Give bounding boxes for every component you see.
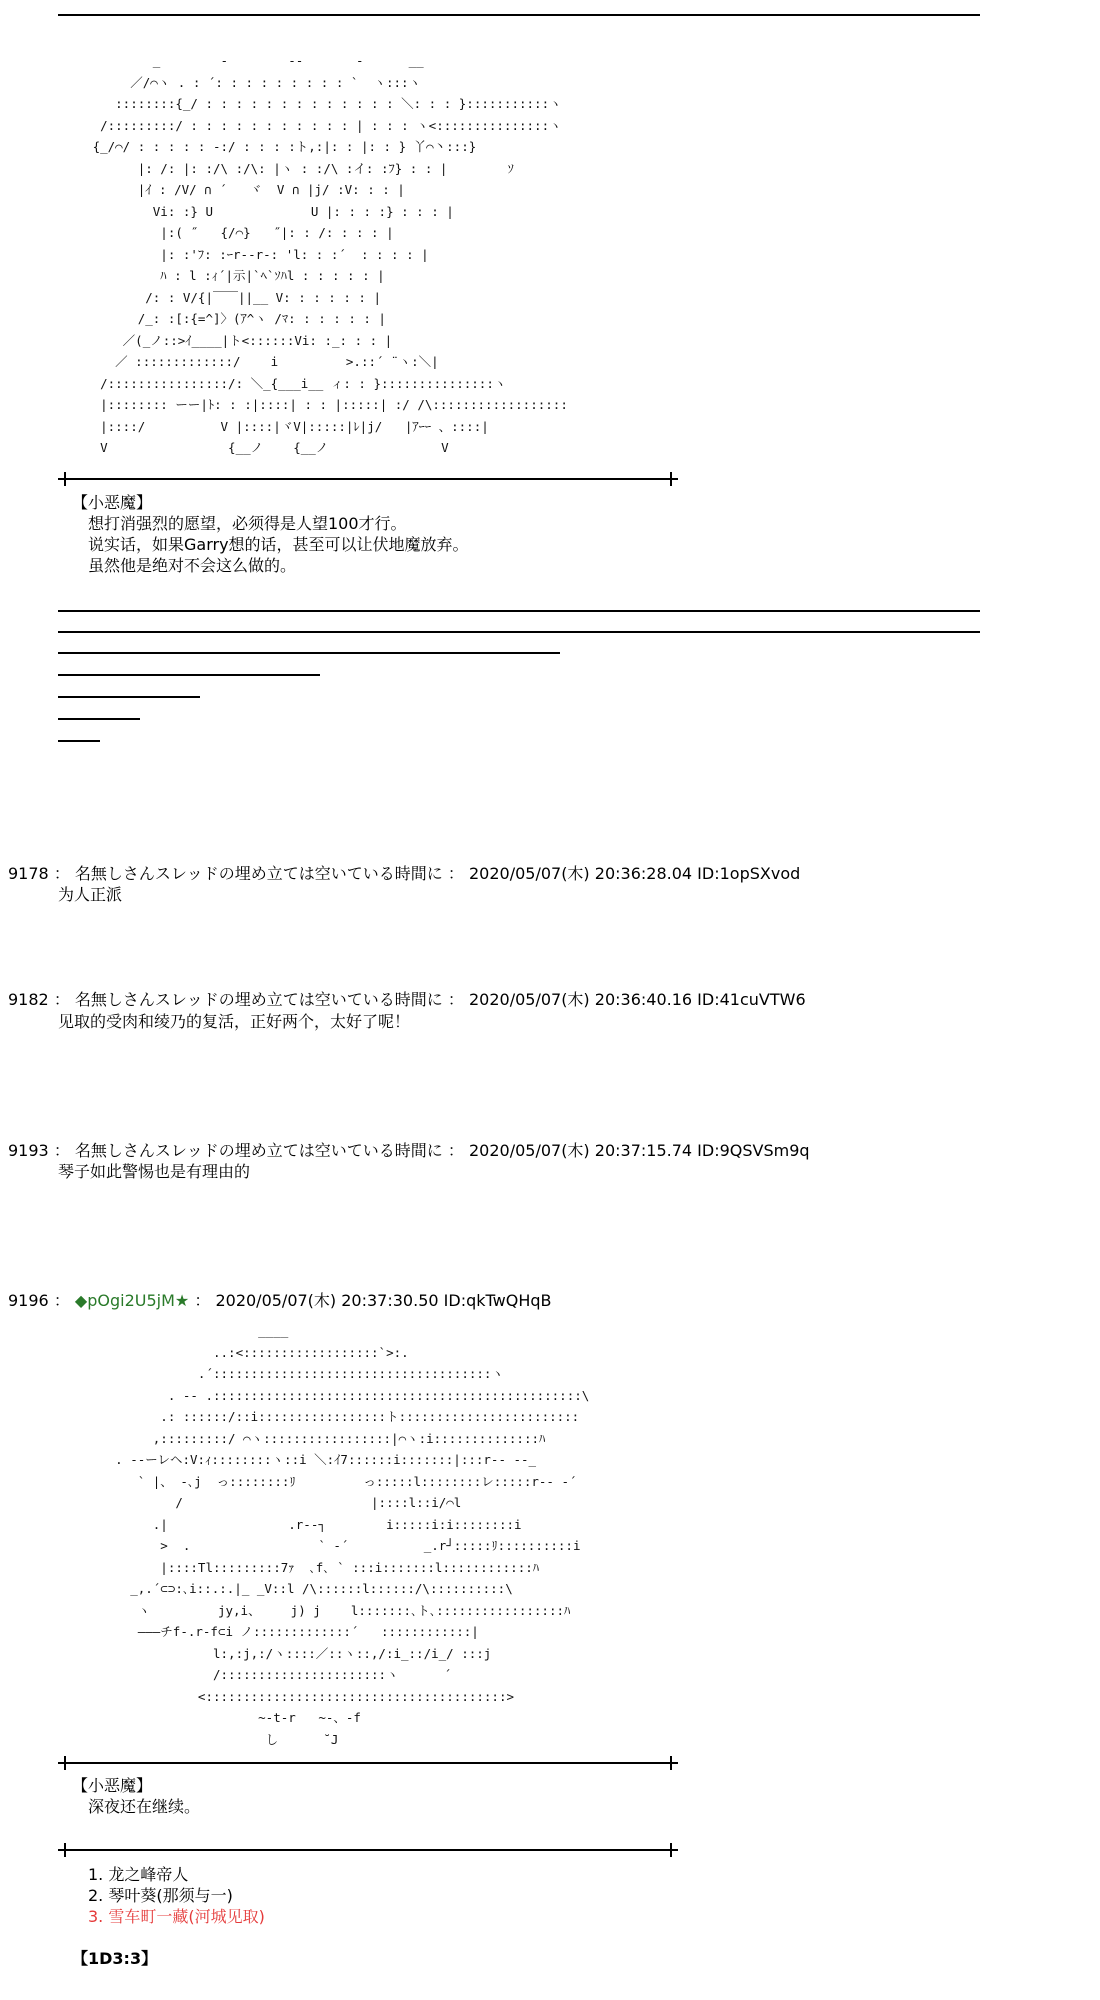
post-number[interactable]: 9178 (8, 864, 49, 883)
decorative-rule (58, 696, 200, 698)
choices-box-rule (58, 1849, 678, 1851)
post-number[interactable]: 9196 (8, 1291, 49, 1310)
poster-name: 名無しさんスレッドの埋め立ては空いている時間に (74, 990, 443, 1009)
dialogue-line: 想打消强烈的愿望，必须得是人望100才行。 (88, 514, 407, 533)
dialogue-line: 深夜还在继续。 (88, 1797, 201, 1816)
ascii-art-top: _ - -- - __ ／/⌒ヽ . : ´: : : : : : : : : ` ヽ:::ヽ ::::::::{_/ : : : : : : : : : : : : : ＼: : : }:::::::::::ヽ /:::::::::/ : : : : : : : : : : : | : : : ヽ<:::::::::::::::ヽ {_/⌒/ : : : : : -:/ : : : :ト,:|: : |: : } 丫⌒丶:::} |: /: |: :/\ :/\: |ヽ : :/\ :イ: :ﾌ} : : | ｿ |ｲ : /V/ ∩ ´ ヾ V ∩ |j/ :V: : : | Vi: :} U U |: : : :} : : : | |:( ˝ {/⌒} ˝|: : /: : : : | |: :'ﾌ: :ｰr--r-: 'l: : :´ : : : : | ﾊ : l :ｨ´|示|`ﾍ`ｿﾊl : : : : : | /: : V/{|￣￣||__ V: : : : : : | /_: :[:{=^]〉(ｱ^ヽ /ﾏ: : : : : : | ／(_ノ::>ｲ____|ト<::::::Vi: :_: : : | ／ :::::::::::::/ i >.::´ ¨ヽ:＼| /::::::::::::::::/: ＼_{___i__ ィ: : }:::::::::::::::ヽ |:::::::: ーー|ﾄ: : :|::::| : : |:::::| :/ /\:::::::::::::::::: |::::/ V |::::|ヾV|:::::|ﾚ|j/ |ｱｰｰ 、::::| V {__ノ {__ノ V (92, 53, 568, 455)
dialogue-box-rule (58, 478, 678, 480)
poster-id: ID:41cuVTW6 (697, 990, 806, 1009)
choice-item: 2. 琴叶葵(那须与一) (88, 1886, 233, 1905)
ascii-art-bottom: ____ ..:<::::::::::::::::::`>:. .´:::::::::::::::::::::::::::::::::::::ヽ . -‐ .:::::::::::::::::::::::::::::::::::::::::::::::::\ .: ::::::/::i:::::::::::::::::ト:::::::::::::::::::::::: ,:::::::::/ ⌒ヽ:::::::::::::::::|⌒ヽ:i::::::::::::::ﾊ . -‐ーレヘ:V:ｨ::::::::ヽ::i ＼:ｲ7::::::i:::::::|:::r‐‐ ‐-_ ` |、 ‐､j っ::::::::ﾘ っ:::::l::::::::レ:::::r‐‐ ‐´ / |::::l::i/⌒l .| .r‐‐┐ i:::::i:i::::::::i > . ` ‐´ _.r┘:::::ﾘ::::::::::i |::::Tl:::::::::7ｧ ､f､ ` :::i:::::::l::::::::::::ﾊ _,.´⊂⊃:､i::.:.|_ _V::l /\::::::l::::::/\::::::::::\ ヽ jy,i、 j) j l:::::::､ト､:::::::::::::::::ﾊ ―――チf‐.r‐f⊂i ノ:::::::::::::´ ::::::::::::| l:,:j,:/ヽ::::／::ヽ::,/:i_::/i_/ :::j /::::::::::::::::::::::ヽ ´ <::::::::::::::::::::::::::::::::::::::::> ~-t-r ~-、-f し ˘J (115, 1323, 590, 1747)
decorative-rule (58, 674, 320, 676)
decorative-rule (58, 740, 100, 742)
post-datetime: 2020/05/07(木) 20:36:28.04 (468, 864, 693, 883)
choice-item-selected: 3. 雪车町一藏(河城见取) (88, 1907, 265, 1926)
dice-result: 【1D3:3】 (72, 1949, 158, 1968)
post-body: 为人正派 (58, 885, 123, 904)
decorative-rule (58, 610, 980, 612)
decorative-rule (58, 631, 980, 633)
box-corner-icon (58, 472, 72, 486)
post-header: 9178 ： 名無しさんスレッドの埋め立ては空いている時間に ： 2020/05/07(木) 20:36:28.04 ID:1opSXvod (8, 864, 801, 883)
top-divider (58, 14, 980, 16)
dialogue-box-rule (58, 1762, 678, 1764)
dialogue-line: 虽然他是绝对不会这么做的。 (88, 556, 297, 575)
post-number[interactable]: 9193 (8, 1141, 49, 1160)
tripcode: ◆pOgi2U5jM★ (74, 1291, 190, 1310)
post-header: 9193 ： 名無しさんスレッドの埋め立ては空いている時間に ： 2020/05/07(木) 20:37:15.74 ID:9QSVSm9q (8, 1141, 810, 1160)
poster-id: ID:9QSVSm9q (697, 1141, 810, 1160)
box-corner-icon (664, 1756, 678, 1770)
box-corner-icon (58, 1756, 72, 1770)
box-corner-icon (664, 472, 678, 486)
poster-name: 名無しさんスレッドの埋め立ては空いている時間に (74, 1141, 443, 1160)
post-datetime: 2020/05/07(木) 20:37:30.50 (215, 1291, 439, 1310)
post-datetime: 2020/05/07(木) 20:37:15.74 (468, 1141, 693, 1160)
post-header: 9182 ： 名無しさんスレッドの埋め立ては空いている時間に ： 2020/05/07(木) 20:36:40.16 ID:41cuVTW6 (8, 990, 806, 1009)
poster-name: 名無しさんスレッドの埋め立ては空いている時間に (74, 864, 443, 883)
dialogue-speaker: 【小恶魔】 (72, 1776, 153, 1795)
op-post-header: 9196 ： ◆pOgi2U5jM★ ： 2020/05/07(木) 20:37:30.50 ID:qkTwQHqB (8, 1291, 552, 1310)
post-body: 琴子如此警惕也是有理由的 (58, 1162, 251, 1181)
post-number[interactable]: 9182 (8, 990, 49, 1009)
poster-id: ID:qkTwQHqB (443, 1291, 552, 1310)
post-datetime: 2020/05/07(木) 20:36:40.16 (468, 990, 693, 1009)
choice-item: 1. 龙之峰帝人 (88, 1865, 189, 1884)
poster-id: ID:1opSXvod (697, 864, 801, 883)
decorative-rule (58, 652, 560, 654)
box-corner-icon (58, 1843, 72, 1857)
dialogue-line: 说实话，如果Garry想的话，甚至可以让伏地魔放弃。 (88, 535, 469, 554)
decorative-rule (58, 718, 140, 720)
box-corner-icon (664, 1843, 678, 1857)
dialogue-speaker: 【小恶魔】 (72, 493, 153, 512)
post-body: 见取的受肉和绫乃的复活，正好两个，太好了呢！ (58, 1012, 411, 1031)
